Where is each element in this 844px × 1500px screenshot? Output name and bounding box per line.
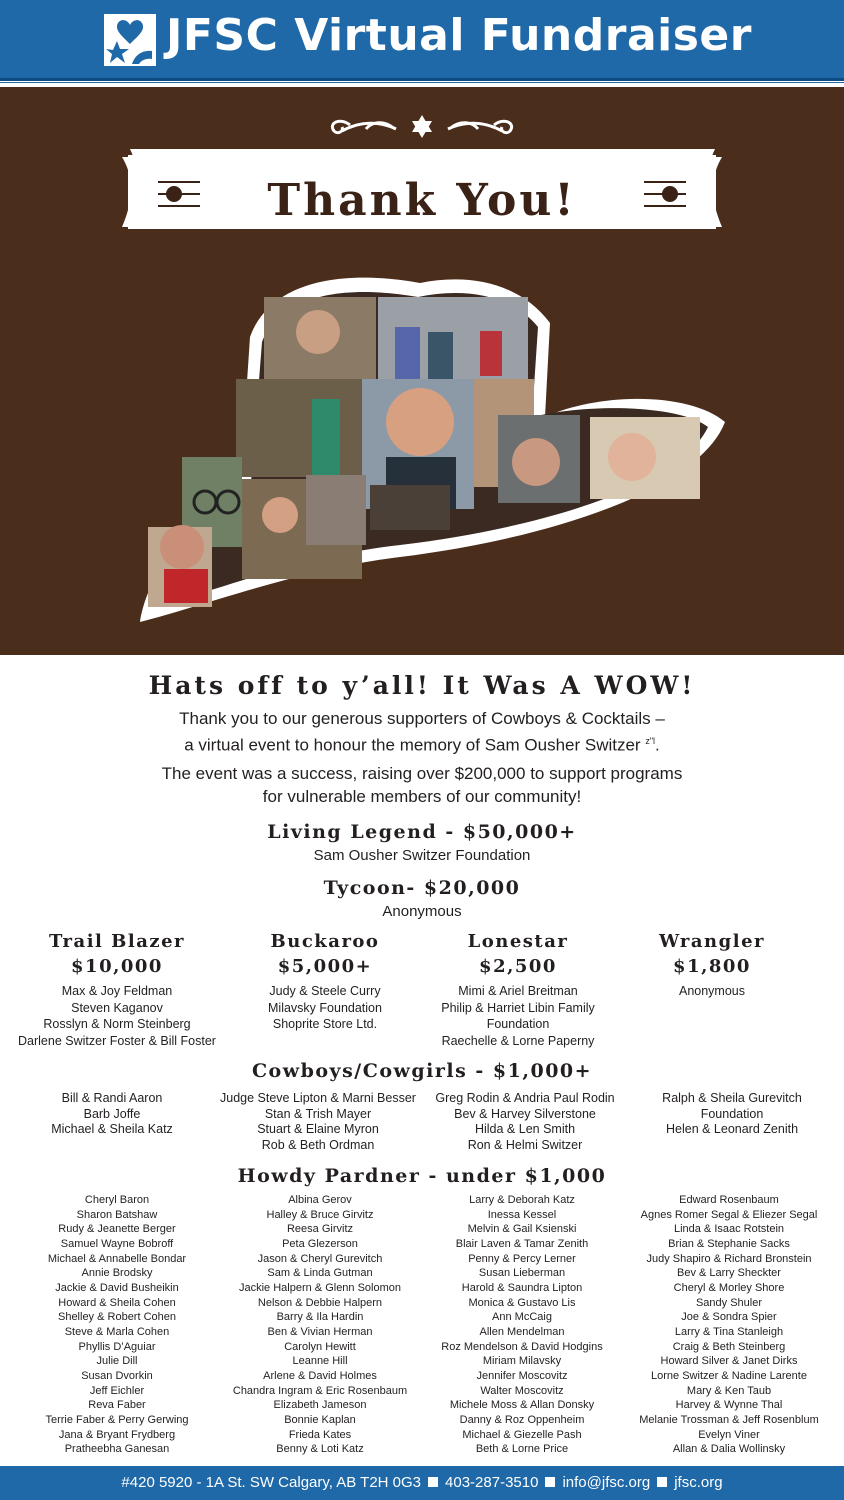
- hero-artwork: [0, 87, 844, 655]
- tier-amount: $5,000+: [277, 956, 373, 977]
- donor-name: Howard Silver & Janet Dirks: [660, 1355, 798, 1368]
- tier-name: Trail Blazer: [48, 931, 186, 952]
- donor-name: Barry & Ila Hardin: [276, 1311, 364, 1324]
- donor-name: Milavsky Foundation: [268, 1000, 382, 1015]
- donor-name: Brian & Stephanie Sacks: [668, 1237, 790, 1250]
- donor-name: Allen Mendelman: [479, 1325, 565, 1338]
- donor-name: Foundation: [486, 1017, 550, 1031]
- footer-email[interactable]: info@jfsc.org: [562, 1474, 651, 1491]
- living-legend-donor: Sam Ousher Switzer Foundation: [313, 847, 531, 864]
- donor-name: Judge Steve Lipton & Marni Besser: [220, 1091, 416, 1105]
- donor-name: Jennifer Moscovitz: [476, 1369, 568, 1382]
- donor-name: Jason & Cheryl Gurevitch: [257, 1252, 383, 1265]
- square-bullet-icon: [428, 1477, 438, 1487]
- donor-name: Phyllis D’Aguiar: [78, 1340, 156, 1353]
- intro-line-2-sup: z"l: [645, 736, 656, 746]
- donor-name: Sharon Batshaw: [76, 1208, 158, 1221]
- donor-name: Harold & Saundra Lipton: [461, 1281, 583, 1294]
- donor-name: Steven Kaganov: [71, 1000, 163, 1015]
- donor-name: Darlene Switzer Foster & Bill Foster: [18, 1033, 216, 1048]
- donor-name: Penny & Percy Lerner: [468, 1252, 576, 1265]
- cowboys-column-1: [12, 1091, 212, 1138]
- donor-name: Stuart & Elaine Myron: [257, 1122, 379, 1137]
- tier-heading-lonestar: [418, 929, 618, 979]
- footer-address: #420 5920 - 1A St. SW Calgary, AB T2H 0G3: [121, 1474, 422, 1491]
- donor-name: Reesa Girvitz: [286, 1223, 354, 1236]
- donor-name: Nelson & Debbie Halpern: [257, 1296, 383, 1309]
- donor-name: Mimi & Ariel Breitman: [458, 984, 578, 998]
- intro-line-2-end: .: [655, 735, 660, 755]
- donor-name: Susan Dvorkin: [81, 1369, 153, 1382]
- donor-name: Walter Moscovitz: [480, 1384, 564, 1397]
- donor-name: Michael & Annabelle Bondar: [47, 1252, 187, 1265]
- donor-name: Philip & Harriet Libin Family: [441, 1000, 595, 1015]
- donor-name: Julie Dill: [96, 1355, 138, 1368]
- cowboy-hat-photo-collage: [140, 278, 725, 622]
- howdy-column-2: [220, 1193, 420, 1457]
- donor-name: Judy & Steele Curry: [269, 984, 381, 998]
- donor-name: Reva Faber: [88, 1399, 146, 1412]
- donor-name: Halley & Bruce Girvitz: [266, 1208, 374, 1221]
- tier-donors-wrangler: [612, 983, 812, 1000]
- cowboys-column-4: [632, 1091, 832, 1138]
- donor-name: Larry & Deborah Katz: [469, 1194, 575, 1206]
- tier-amount: $10,000: [71, 956, 163, 977]
- donor-name: Harvey & Wynne Thal: [675, 1399, 783, 1412]
- donor-name: Michele Moss & Allan Donsky: [449, 1399, 595, 1412]
- intro-line-2-text: a virtual event to honour the memory of Sam Ousher Switzer: [184, 735, 641, 755]
- tycoon-donor: Anonymous: [382, 903, 462, 920]
- tier-amount: $2,500: [479, 956, 557, 977]
- donor-name: Jana & Bryant Frydberg: [58, 1428, 176, 1441]
- donor-name: Evelyn Viner: [698, 1428, 760, 1441]
- donor-name: Max & Joy Feldman: [61, 984, 173, 998]
- donor-name: Jackie Halpern & Glenn Solomon: [238, 1281, 402, 1294]
- donor-name: Jackie & David Busheikin: [55, 1281, 179, 1294]
- donor-name: Raechelle & Lorne Paperny: [441, 1033, 595, 1048]
- donor-name: Cheryl Baron: [84, 1194, 150, 1206]
- donor-name: Sam & Linda Gutman: [267, 1267, 373, 1280]
- donor-name: Lorne Switzer & Nadine Larente: [651, 1369, 807, 1382]
- tier-name: Lonestar: [467, 931, 569, 952]
- donor-name: Ben & Vivian Herman: [267, 1325, 373, 1338]
- howdy-title: Howdy Pardner - under $1,000: [237, 1165, 607, 1187]
- donor-name: Allan & Dalia Wollinsky: [672, 1443, 786, 1456]
- donor-name: Craig & Beth Steinberg: [672, 1340, 786, 1353]
- tier-heading-buckaroo: [225, 929, 425, 979]
- footer: [0, 1466, 844, 1500]
- donor-name: Beth & Lorne Price: [475, 1443, 569, 1456]
- donor-name: Albina Gerov: [288, 1194, 352, 1206]
- donor-name: Melanie Trossman & Jeff Rosenblum: [639, 1413, 819, 1426]
- tier-donors-buckaroo: [225, 983, 425, 1033]
- donor-name: Arlene & David Holmes: [263, 1369, 377, 1382]
- square-bullet-icon: [545, 1477, 555, 1487]
- donor-name: Bev & Larry Sheckter: [677, 1267, 781, 1280]
- donor-name: Chandra Ingram & Eric Rosenbaum: [232, 1384, 408, 1397]
- tycoon-title: Tycoon- $20,000: [323, 877, 521, 899]
- tier-amount: $1,800: [673, 956, 751, 977]
- thank-you-banner-text: Thank You!: [267, 175, 577, 226]
- donor-name: Frieda Kates: [288, 1428, 352, 1441]
- donor-name: Melvin & Gail Ksienski: [467, 1223, 577, 1236]
- donor-name: Monica & Gustavo Lis: [468, 1296, 576, 1309]
- donor-name: Stan & Trish Mayer: [264, 1106, 372, 1121]
- star-icon: [412, 115, 432, 138]
- cowboys-column-2: [218, 1091, 418, 1154]
- donor-name: Jeff Eichler: [89, 1384, 145, 1397]
- donor-name: Greg Rodin & Andria Paul Rodin: [435, 1091, 615, 1105]
- living-legend-title: Living Legend - $50,000+: [267, 821, 577, 843]
- donor-name: Blair Laven & Tamar Zenith: [455, 1237, 589, 1250]
- intro-line-4: for vulnerable members of our community!: [262, 787, 582, 806]
- donor-name: Rosslyn & Norm Steinberg: [43, 1017, 191, 1031]
- donor-name: Rudy & Jeanette Berger: [58, 1223, 176, 1236]
- donor-name: Leanne Hill: [292, 1355, 348, 1368]
- donor-name: Helen & Leonard Zenith: [665, 1122, 799, 1137]
- donor-name: Bill & Randi Aaron: [61, 1091, 163, 1105]
- donor-name: Roz Mendelson & David Hodgins: [441, 1340, 603, 1353]
- headline: Hats off to y’all! It Was A WOW!: [148, 671, 696, 700]
- tier-heading-trail-blazer: [17, 929, 217, 979]
- donor-name: Pratheebha Ganesan: [64, 1443, 170, 1456]
- donor-name: Howard & Sheila Cohen: [58, 1296, 176, 1309]
- howdy-column-3: [422, 1193, 622, 1457]
- donor-name: Elizabeth Jameson: [273, 1399, 367, 1412]
- donor-name: Shelley & Robert Cohen: [57, 1311, 176, 1324]
- intro-line-3: The event was a success, raising over $200,000 to support programs: [161, 764, 683, 783]
- page-title: JFSC Virtual Fundraiser: [166, 10, 752, 61]
- donor-name: Michael & Giezelle Pash: [462, 1428, 582, 1441]
- tier-name: Buckaroo: [270, 931, 380, 952]
- donor-name: Carolyn Hewitt: [284, 1340, 356, 1353]
- header: [0, 0, 844, 83]
- donor-name: Edward Rosenbaum: [679, 1194, 779, 1206]
- donor-name: Inessa Kessel: [487, 1208, 557, 1221]
- tier-heading-wrangler: [612, 929, 812, 979]
- donor-name: Steve & Marla Cohen: [64, 1325, 170, 1338]
- donor-name: Cheryl & Morley Shore: [673, 1281, 785, 1294]
- donor-name: Ralph & Sheila Gurevitch: [662, 1091, 802, 1105]
- donor-name: Shoprite Store Ltd.: [272, 1017, 378, 1031]
- donor-name: Anonymous: [678, 984, 745, 998]
- donor-name: Hilda & Len Smith: [474, 1122, 576, 1137]
- tier-donors-lonestar: [418, 983, 618, 1049]
- main-content: [0, 655, 844, 1465]
- footer-website[interactable]: jfsc.org: [674, 1474, 723, 1491]
- donor-name: Terrie Faber & Perry Gerwing: [45, 1413, 189, 1426]
- donor-name: Samuel Wayne Bobroff: [60, 1237, 174, 1250]
- hero-section: [0, 87, 844, 655]
- donor-name: Miriam Milavsky: [482, 1355, 562, 1368]
- donor-name: Ann McCaig: [492, 1311, 552, 1324]
- donor-name: Danny & Roz Oppenheim: [459, 1413, 585, 1426]
- donor-name: Ron & Helmi Switzer: [467, 1138, 583, 1153]
- donor-name: Sandy Shuler: [695, 1296, 763, 1309]
- jfsc-logo-icon: [104, 14, 156, 66]
- intro-line-1: Thank you to our generous supporters of Cowboys & Cocktails –: [179, 709, 665, 728]
- howdy-column-4: [624, 1193, 834, 1457]
- donor-name: Susan Lieberman: [478, 1267, 566, 1280]
- tier-name: Wrangler: [659, 931, 765, 952]
- donor-name: Linda & Isaac Rotstein: [673, 1223, 785, 1236]
- donor-name: Bev & Harvey Silverstone: [454, 1106, 596, 1121]
- square-bullet-icon: [657, 1477, 667, 1487]
- intro-line-2: [0, 730, 844, 757]
- donor-name: Foundation: [700, 1106, 764, 1121]
- donor-name: Bonnie Kaplan: [284, 1413, 356, 1426]
- donor-name: Joe & Sondra Spier: [681, 1311, 777, 1324]
- tier-donors-trail-blazer: [17, 983, 217, 1049]
- footer-phone[interactable]: 403-287-3510: [445, 1474, 539, 1491]
- donor-name: Mary & Ken Taub: [686, 1384, 772, 1397]
- donor-name: Barb Joffe: [83, 1106, 141, 1121]
- donor-name: Benny & Loti Katz: [276, 1443, 364, 1456]
- donor-name: Rob & Beth Ordman: [261, 1138, 375, 1153]
- donor-name: Michael & Sheila Katz: [51, 1122, 173, 1137]
- donor-name: Judy Shapiro & Richard Bronstein: [646, 1252, 812, 1265]
- cowboys-column-3: [425, 1091, 625, 1154]
- donor-name: Larry & Tina Stanleigh: [674, 1325, 784, 1338]
- donor-name: Annie Brodsky: [81, 1267, 153, 1280]
- howdy-column-1: [17, 1193, 217, 1457]
- donor-name: Peta Glezerson: [282, 1237, 358, 1250]
- cowboys-title: Cowboys/Cowgirls - $1,000+: [251, 1060, 593, 1082]
- donor-name: Agnes Romer Segal & Eliezer Segal: [640, 1208, 818, 1221]
